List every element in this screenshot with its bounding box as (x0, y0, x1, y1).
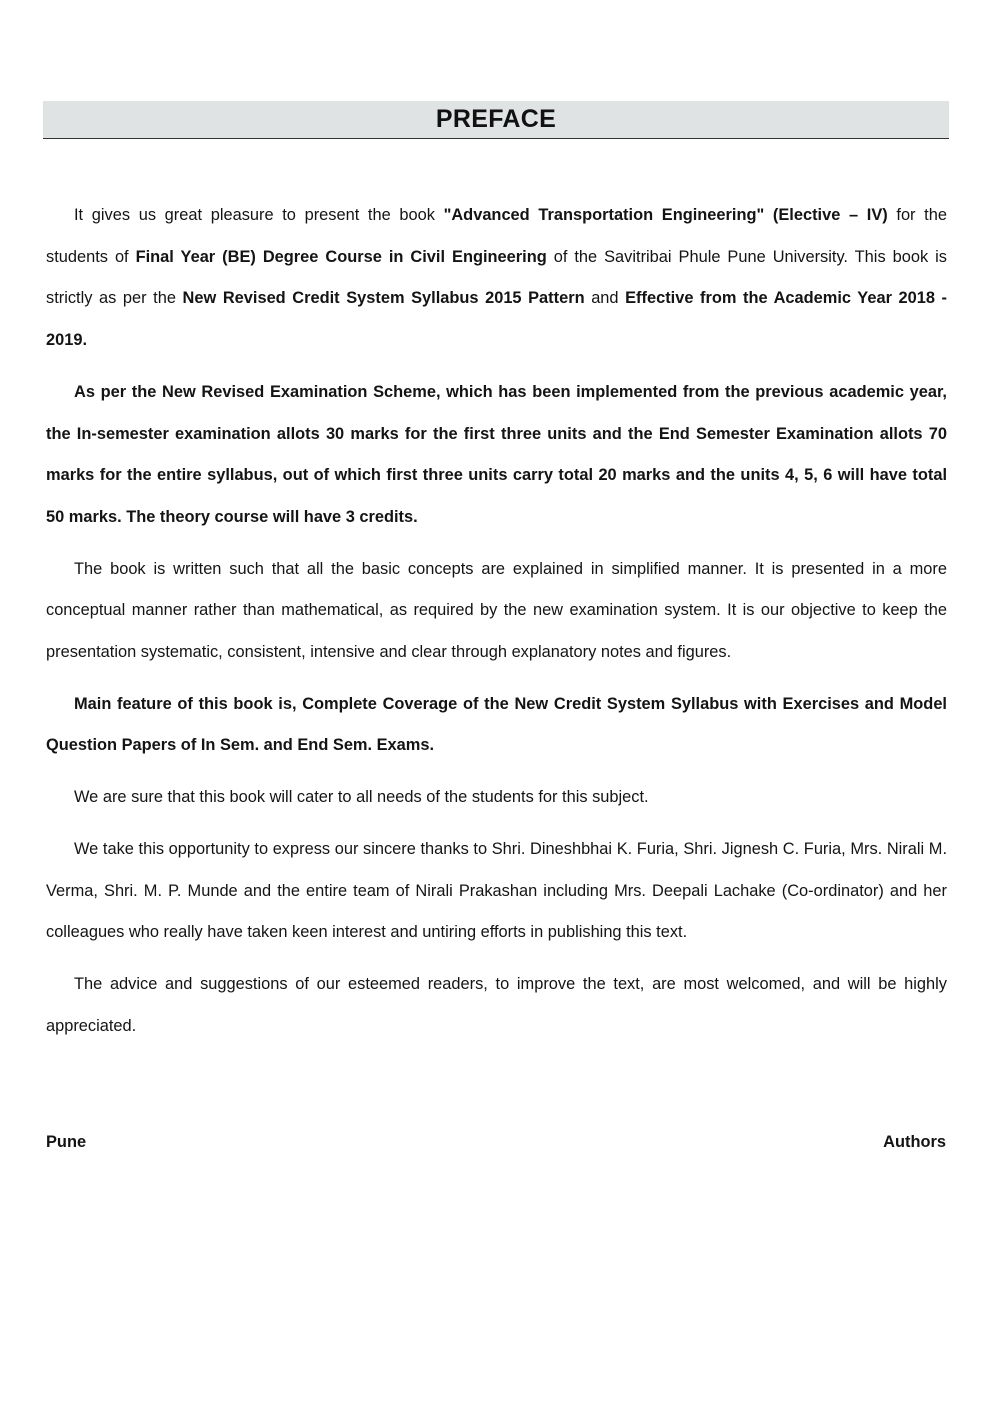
syllabus-name: New Revised Credit System Syllabus 2015 Pattern (182, 289, 585, 308)
intro-text-2: for the students of (46, 206, 947, 266)
place: Pune (46, 1133, 87, 1151)
paragraph-needs: We are sure that this book will cater to all needs of the students for this subject. (74, 788, 649, 807)
intro-text-4: and (584, 289, 626, 308)
paragraph-advice: The advice and suggestions of our esteemed readers, to improve the text, are most welcomed, and will be highly appreciated. (46, 974, 947, 1035)
course-name: Final Year (BE) Degree Course in Civil Engineering (135, 247, 547, 266)
intro-text-1: It gives us great pleasure to present the book (74, 206, 444, 224)
preface-body (46, 195, 947, 1057)
book-title: "Advanced Transportation Engineering" (Elective – IV) (443, 206, 888, 224)
page-title: PREFACE (435, 105, 557, 133)
title-bar (43, 101, 949, 139)
paragraph-thanks: We take this opportunity to express our sincere thanks to Shri. Dineshbhai K. Furia, Shri. Jignesh C. Furia, Mrs. Nirali M. Verma, Shri. M. P. Munde and the entire team of Nirali Prakashan including Mrs. Deepali Lachake (Co-ordinator) and her colleagues who really have taken keen interest and untiring efforts in publishing this text. (46, 839, 947, 942)
paragraph-intro (46, 195, 947, 362)
signature: Authors (883, 1133, 946, 1151)
signature-row (46, 1129, 946, 1155)
paragraph-main-feature: Main feature of this book is, Complete Coverage of the New Credit System Syllabus with Exercises and Model Question Papers of In Sem. and End Sem. Exams. (46, 694, 947, 755)
paragraph-exam-scheme: As per the New Revised Examination Scheme, which has been implemented from the previous academic year, the In-semester examination allots 30 marks for the first three units and the End Semester Examination allots 70 marks for the entire syllabus, out of which first three units carry total 20 marks and the units 4, 5, 6 will have total 50 marks. The theory course will have 3 credits. (46, 382, 947, 526)
academic-year: Effective from the Academic Year 2018 - 2019. (46, 289, 948, 350)
intro-text-3: of the Savitribai Phule Pune University. This book is strictly as per the (46, 247, 947, 308)
paragraph-approach: The book is written such that all the basic concepts are explained in simplified manner. It is presented in a more conceptual manner rather than mathematical, as required by the new examination system. It is our objective to keep the presentation systematic, consistent, intensive and clear through explanatory notes and figures. (46, 559, 947, 662)
